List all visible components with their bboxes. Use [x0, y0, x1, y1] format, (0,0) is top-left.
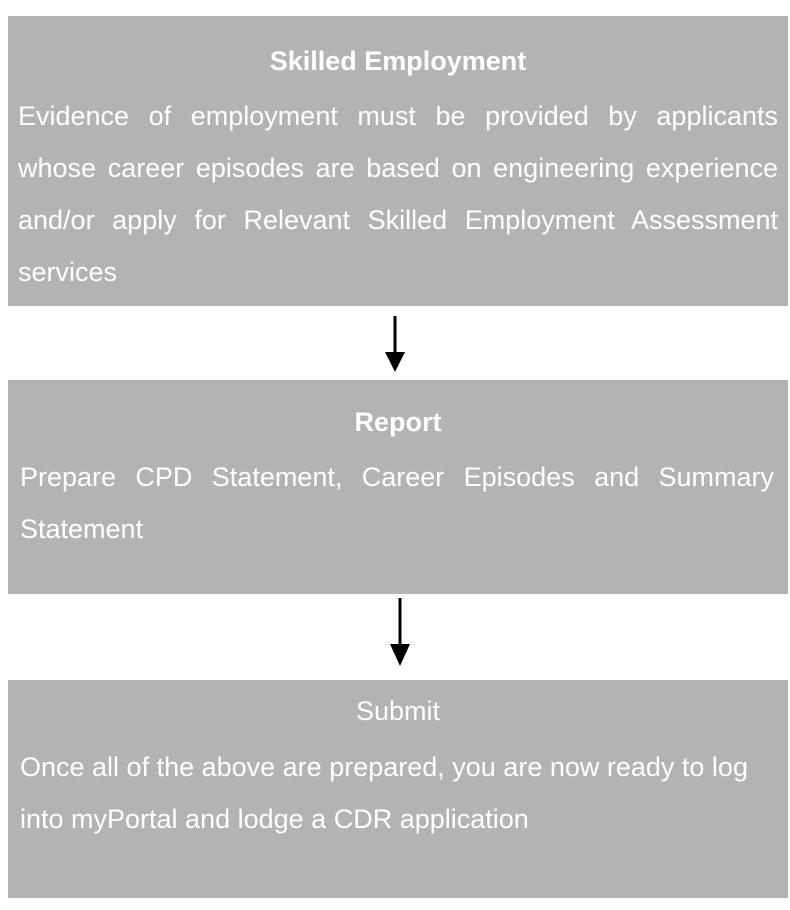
step-title: Report	[354, 407, 442, 437]
flow-arrow-down-icon	[380, 316, 410, 372]
step-title: Skilled Employment	[269, 46, 527, 76]
step-description: Prepare CPD Statement, Career Episodes and Summary Statement	[20, 462, 774, 544]
flow-arrow-down-icon	[385, 598, 415, 666]
step-box-submit	[8, 680, 788, 898]
step-description: Evidence of employment must be provided by applicants whose career episodes are based on engineering experience and/or apply for Relevant Skilled Employment Assessment services	[18, 101, 778, 287]
step-box-report	[8, 380, 788, 594]
step-title: Submit	[355, 696, 441, 726]
step-description: Once all of the above are prepared, you are now ready to log into myPortal and lodge a CDR application	[20, 752, 748, 834]
step-box-skilled-employment	[8, 16, 788, 306]
